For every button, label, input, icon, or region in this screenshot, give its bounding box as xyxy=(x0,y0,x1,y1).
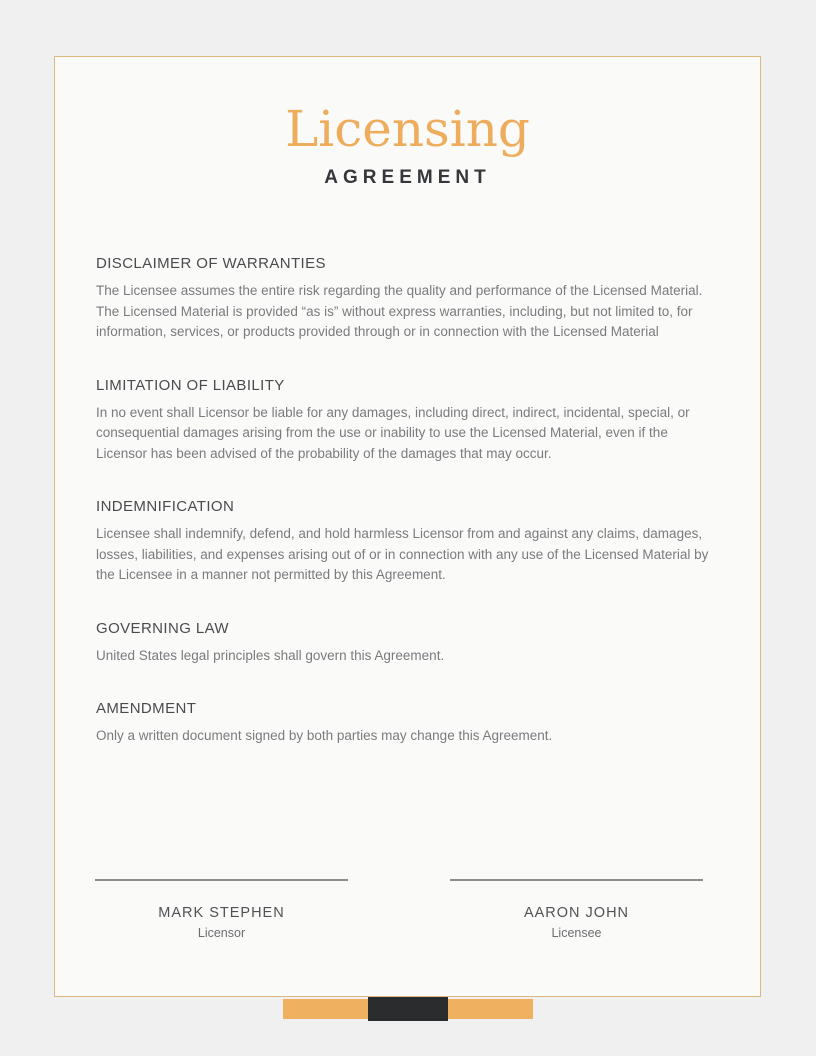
signatory-role: Licensee xyxy=(551,925,602,940)
section-disclaimer-of-warranties xyxy=(96,255,719,343)
section-body-text: Only a written document signed by both parties may change this Agreement. xyxy=(96,728,553,743)
section-body-text: Licensee shall indemnify, defend, and hold harmless Licensor from and against any claims, damages, losses, liabilities, and expenses arising out of or in connection with any use of the Licensed Material by the Licensee in a manner not permitted by this Agreement. xyxy=(96,526,709,582)
signature-line xyxy=(95,879,348,881)
section-body-text: In no event shall Licensor be liable for any damages, including direct, indirect, incidental, special, or consequential damages arising from the use or inability to use the Licensed Material, even if the Licensor has been advised of the probability of the damages that may occur. xyxy=(96,404,690,461)
signatory-name: AARON JOHN xyxy=(523,904,630,921)
section-body-text: United States legal principles shall govern this Agreement. xyxy=(96,647,445,663)
footer-accent-left xyxy=(283,999,368,1019)
footer-accent-right xyxy=(448,999,533,1019)
document-title: Licensing xyxy=(285,100,530,158)
section-amendment xyxy=(96,700,719,747)
signatory-name: MARK STEPHEN xyxy=(158,904,285,921)
document-card xyxy=(54,56,761,997)
footer-accent-bar xyxy=(283,997,533,1021)
section-governing-law xyxy=(96,620,719,667)
footer-accent-center xyxy=(368,997,448,1021)
section-heading: LIMITATION OF LIABILITY xyxy=(96,376,285,394)
signature-area xyxy=(55,879,760,940)
section-heading: INDEMNIFICATION xyxy=(96,498,235,515)
section-body-text: The Licensee assumes the entire risk regarding the quality and performance of the Licensed Material. The Licensed Material is provided “as is” without express warranties, including, but not limited to, for information, services, or products provided through or in connection with the Licensed Material xyxy=(96,283,703,339)
signatory-role: Licensor xyxy=(197,925,246,940)
signature-line xyxy=(450,879,703,881)
section-heading: DISCLAIMER OF WARRANTIES xyxy=(96,255,326,272)
section-heading: GOVERNING LAW xyxy=(96,619,229,637)
section-heading: AMENDMENT xyxy=(96,700,197,717)
signature-block-licensor xyxy=(95,879,348,940)
document-subtitle: AGREEMENT xyxy=(324,167,491,188)
section-limitation-of-liability xyxy=(96,377,719,465)
document-body xyxy=(55,255,760,747)
signature-block-licensee xyxy=(450,879,703,940)
section-indemnification xyxy=(96,498,719,586)
